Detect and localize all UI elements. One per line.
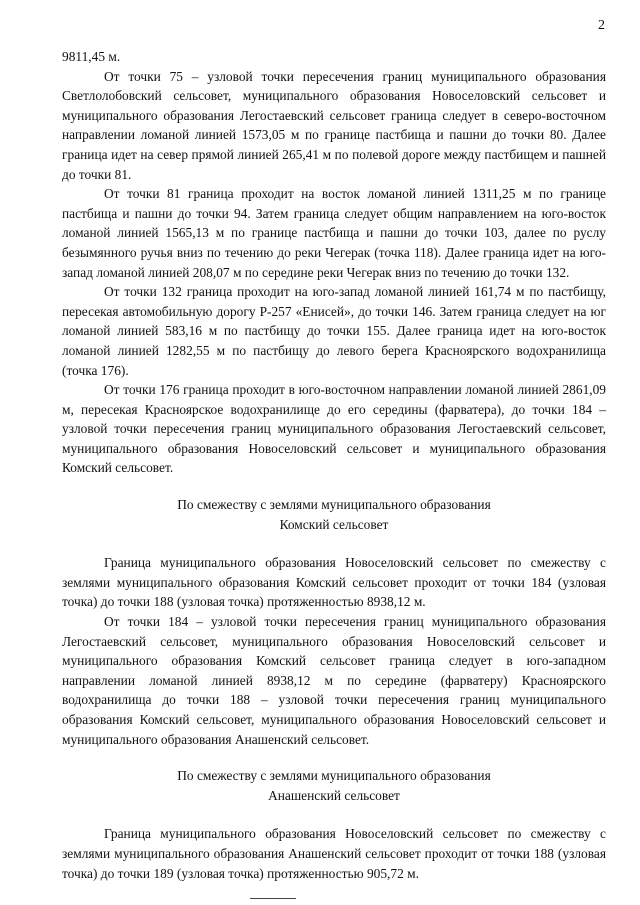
paragraph-point-81: От точки 81 граница проходит на восток ломаной линией 1311,25 м по границе пастбища и пашни до точки 94. Затем граница следует общим направлением на юго-восток ломаной линией 1565,13 м по границе пастбища и пашни до точки 103, далее по руслу безымянного ручья вниз по течению до реки Чегерак (точка 118). Далее граница идет на юго-запад ломаной линией 208,07 м по середине реки Чегерак вниз по течению до точки 132.: [62, 186, 606, 280]
paragraph-point-75: От точки 75 – узловой точки пересечения границ муниципального образования Светлолобовский сельсовет, муниципального образования Новоселовский сельсовет и муниципального образования Легостаевский сельсовет граница следует в северо-восточном направлении ломаной линией 1573,05 м по границе пастбища и пашни до точки 80. Далее граница идет на север прямой линией 265,41 м по полевой дороге между пастбищем и пашней до точки 81.: [62, 68, 606, 182]
paragraph-point-176: От точки 176 граница проходит в юго-восточном направлении ломаной линией 2861,09 м, пересекая Красноярское водохранилище до его середины (фарватера), до точки 184 – узловой точки пересечения границ муниципального образования Легостаевский сельсовет, муниципального образования Новоселовский сельсовет и муниципального образования Комский сельсовет.: [62, 382, 606, 476]
paragraph-anashensky-border: Граница муниципального образования Новоселовский сельсовет по смежеству с землями муниципального образования Анашенский сельсовет проходит от точки 188 (узловая точка) до точки 189 (узловая точка) протяженностью 905,72 м.: [62, 826, 606, 881]
paragraph-point-184: От точки 184 – узловой точки пересечения границ муниципального образования Легостаевский сельсовет, муниципального образования Новоселовский сельсовет и муниципального образования Комский сельсовет граница следует в юго-западном направлении ломаной линией 8938,12 м по середине (фарватеру) Красноярского водохранилища до точки 188 – узловой точки пересечения границ муниципального образования Комский сельсовет, муниципального образования Новоселовский сельсовет и муниципального образования Анашенский сельсовет.: [62, 614, 606, 747]
heading-line: Комский сельсовет: [279, 516, 389, 532]
heading-line: Анашенский сельсовет: [268, 787, 400, 803]
section-heading-anashensky: [62, 766, 606, 805]
page-number: 2: [598, 18, 605, 33]
heading-line: По смежеству с землями муниципального образования: [177, 497, 491, 513]
paragraph-komsky-border: Граница муниципального образования Новоселовский сельсовет по смежеству с землями муниципального образования Комский сельсовет проходит от точки 184 (узловая точка) до точки 188 (узловая точка) протяженностью 8938,12 м.: [62, 555, 606, 610]
paragraph-point-132: От точки 132 граница проходит на юго-запад ломаной линией 161,74 м по пастбищу, пересекая автомобильную дорогу Р-257 «Енисей», до точки 146. Затем граница следует на юг ломаной линией 583,16 м по пастбищу до точки 155. Далее граница идет на юго-восток ломаной линией 1282,55 м по пастбищу до левого берега Красноярского водохранилища (точка 176).: [62, 284, 606, 378]
footer-rule: [250, 898, 296, 899]
heading-line: По смежеству с землями муниципального образования: [177, 768, 491, 784]
section-heading-komsky: [62, 495, 606, 534]
paragraph-continuation: 9811,45 м.: [62, 49, 121, 64]
document-body: [62, 47, 606, 883]
